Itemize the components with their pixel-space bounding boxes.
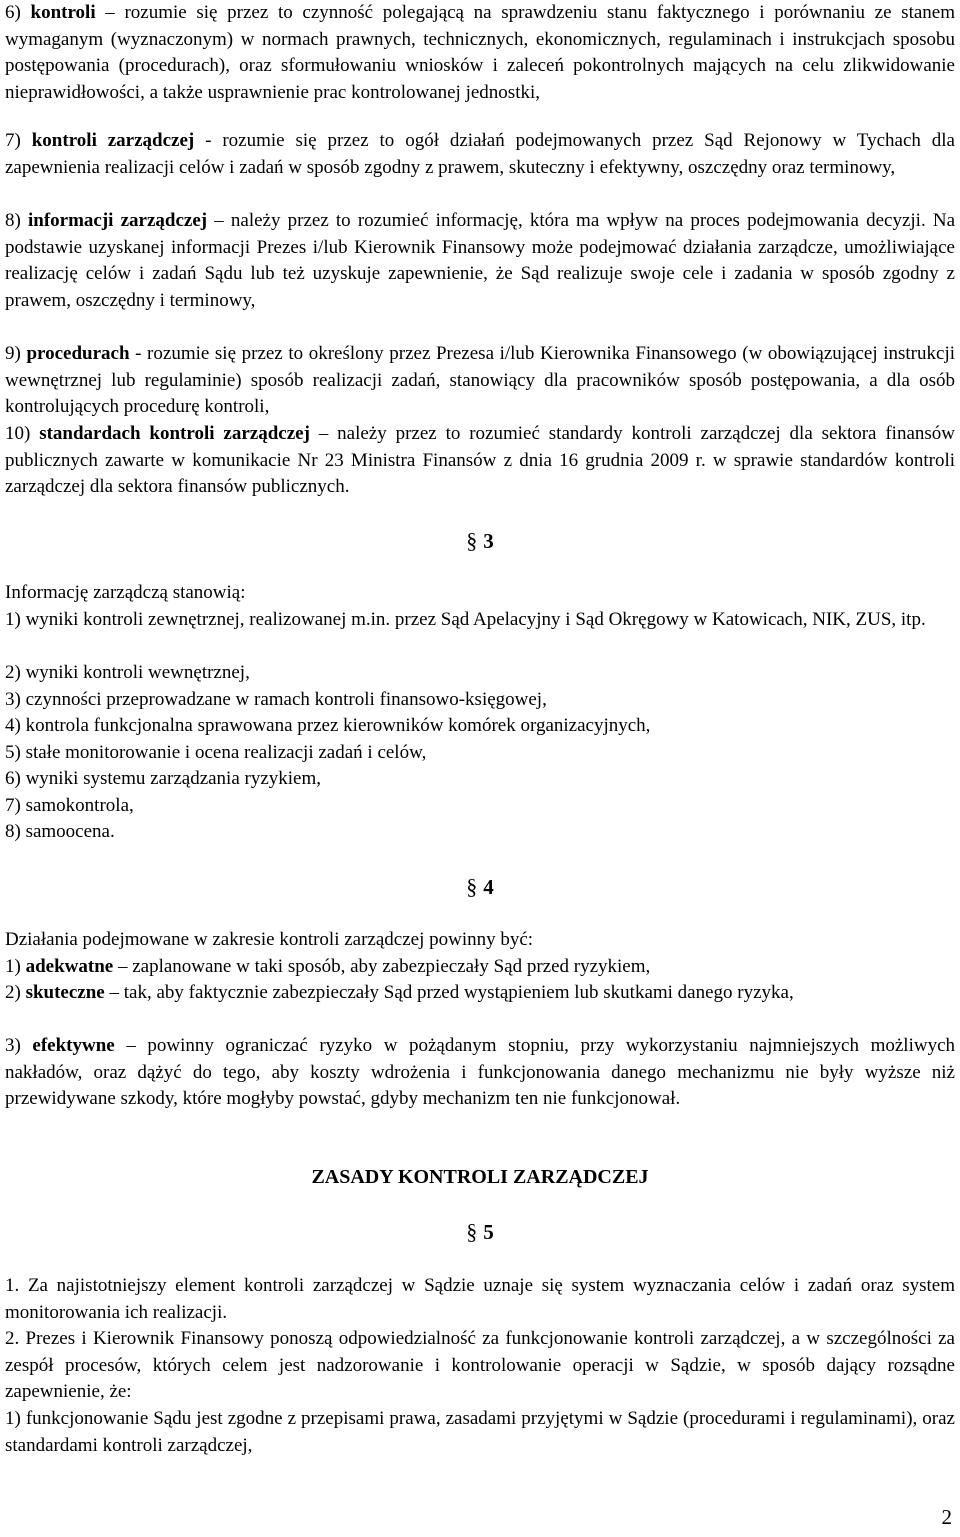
section-heading-4: § 4: [466, 874, 494, 899]
management-info-intro: Informację zarządczą stanowią:: [5, 582, 246, 603]
list-item: 8) samoocena.: [5, 821, 115, 842]
section-heading-5: § 5: [466, 1219, 494, 1244]
definition-10: 10) standardach kontroli zarządczej – należy przez to rozumieć standardy kontroli zarządczej dla sektora finansów publicznych zawarte w komunikacie Nr 23 Ministra Finansów z dnia 16 grudnia 2009 r. w sprawie standardów kontroli zarządczej dla sektora finansów publicznych.: [5, 423, 956, 497]
definition-term: standardach kontroli zarządczej: [39, 423, 310, 444]
list-item: 4) kontrola funkcjonalna sprawowana przez kierowników komórek organizacyjnych,: [5, 715, 651, 736]
requirement-term: adekwatne: [25, 956, 114, 977]
chapter-heading: ZASADY KONTROLI ZARZĄDCZEJ: [311, 1166, 649, 1188]
definition-6: 6) kontroli – rozumie się przez to czynność polegającą na sprawdzeniu stanu faktycznego i porównaniu ze stanem wymaganym (wyznaczonym) w normach prawnych, technicznych, ekonomicznych, regulaminach i instrukcjach sposobu postępowania (procedurach), oraz sformułowaniu wniosków i zaleceń pokontrolnych mających na celu zlikwidowanie nieprawidłowości, a także usprawnienie prac kontrolowanej jednostki,: [5, 2, 955, 103]
list-item: 6) wyniki systemu zarządzania ryzykiem,: [5, 768, 322, 789]
definition-9: 9) procedurach - rozumie się przez to określony przez Prezesa i/lub Kierownika Finansowego (w obowiązującej instrukcji wewnętrznej lub regulaminie) sposób realizacji zadań, stanowiący dla pracowników sposób postępowania, a dla osób kontrolujących procedurę kontroli,: [5, 343, 955, 417]
definition-7: 7) kontroli zarządczej - rozumie się przez to ogół działań podejmowanych przez Sąd Rejonowy w Tychach dla zapewnienia realizacji celów i zadań w sposób zgodny z prawem, skuteczny i efektywny, oszczędny oraz terminowy,: [5, 130, 955, 178]
definition-term: informacji zarządczej: [27, 210, 208, 231]
requirement-adekwatne: 1) adekwatne – zaplanowane w taki sposób, aby zabezpieczały Sąd przed ryzykiem,: [5, 956, 651, 977]
definition-8: 8) informacji zarządczej – należy przez to rozumieć informację, która ma wpływ na proces podejmowania decyzji. Na podstawie uzyskanej informacji Prezes i/lub Kierownik Finansowy może podejmować działania zarządcze, umożliwiające realizację celów i zadań Sądu lub też uzyskuje zapewnienie, że Sąd realizuje swoje cele i zadania w sposób zgodny z prawem, oszczędny i terminowy,: [5, 210, 956, 311]
requirement-skuteczne: 2) skuteczne – tak, aby faktycznie zabezpieczały Sąd przed wystąpieniem lub skutkami danego ryzyka,: [5, 982, 794, 1003]
definition-term: procedurach: [26, 343, 130, 364]
list-item: 1) wyniki kontroli zewnętrznej, realizowanej m.in. przez Sąd Apelacyjny i Sąd Okręgowy w Katowicach, NIK, ZUS, itp.: [5, 609, 926, 630]
section-heading-3: § 3: [466, 528, 494, 553]
requirement-efektywne: 3) efektywne – powinny ograniczać ryzyko w pożądanym stopniu, przy wykorzystaniu najmniejszych możliwych nakładów, oraz dążyć do tego, aby koszty wdrożenia i funkcjonowania danego mechanizmu nie były wyższe niż przewidywane szkody, które mogłyby powstać, gdyby mechanizm ten nie funkcjonował.: [5, 1035, 956, 1109]
definition-term: kontroli: [30, 2, 96, 23]
list-item: 5) stałe monitorowanie i ocena realizacji zadań i celów,: [5, 742, 427, 763]
requirement-term: efektywne: [32, 1035, 115, 1056]
paragraph-2: 2. Prezes i Kierownik Finansowy ponoszą odpowiedzialność za funkcjonowanie kontroli zarządczej, a w szczególności za zespół procesów, których celem jest nadzorowanie i kontrolowanie operacji w Sądzie, w sposób dający rozsądne zapewnienie, że:: [5, 1328, 955, 1402]
definition-term: kontroli zarządczej: [31, 130, 195, 151]
list-item: 2) wyniki kontroli wewnętrznej,: [5, 662, 250, 683]
paragraph-1: 1. Za najistotniejszy element kontroli zarządczej w Sądzie uznaje się system wyznaczania celów i zadań oraz system monitorowania ich realizacji.: [5, 1275, 955, 1323]
list-item: 3) czynności przeprowadzane w ramach kontroli finansowo-księgowej,: [5, 689, 547, 710]
page-number: 2: [941, 1505, 952, 1529]
actions-intro: Działania podejmowane w zakresie kontroli zarządczej powinny być:: [5, 929, 534, 950]
list-item: 7) samokontrola,: [5, 795, 134, 816]
paragraph-2-item-1: 1) funkcjonowanie Sądu jest zgodne z przepisami prawa, zasadami przyjętymi w Sądzie (procedurami i regulaminami), oraz standardami kontroli zarządczej,: [5, 1408, 955, 1456]
requirement-term: skuteczne: [25, 982, 105, 1003]
